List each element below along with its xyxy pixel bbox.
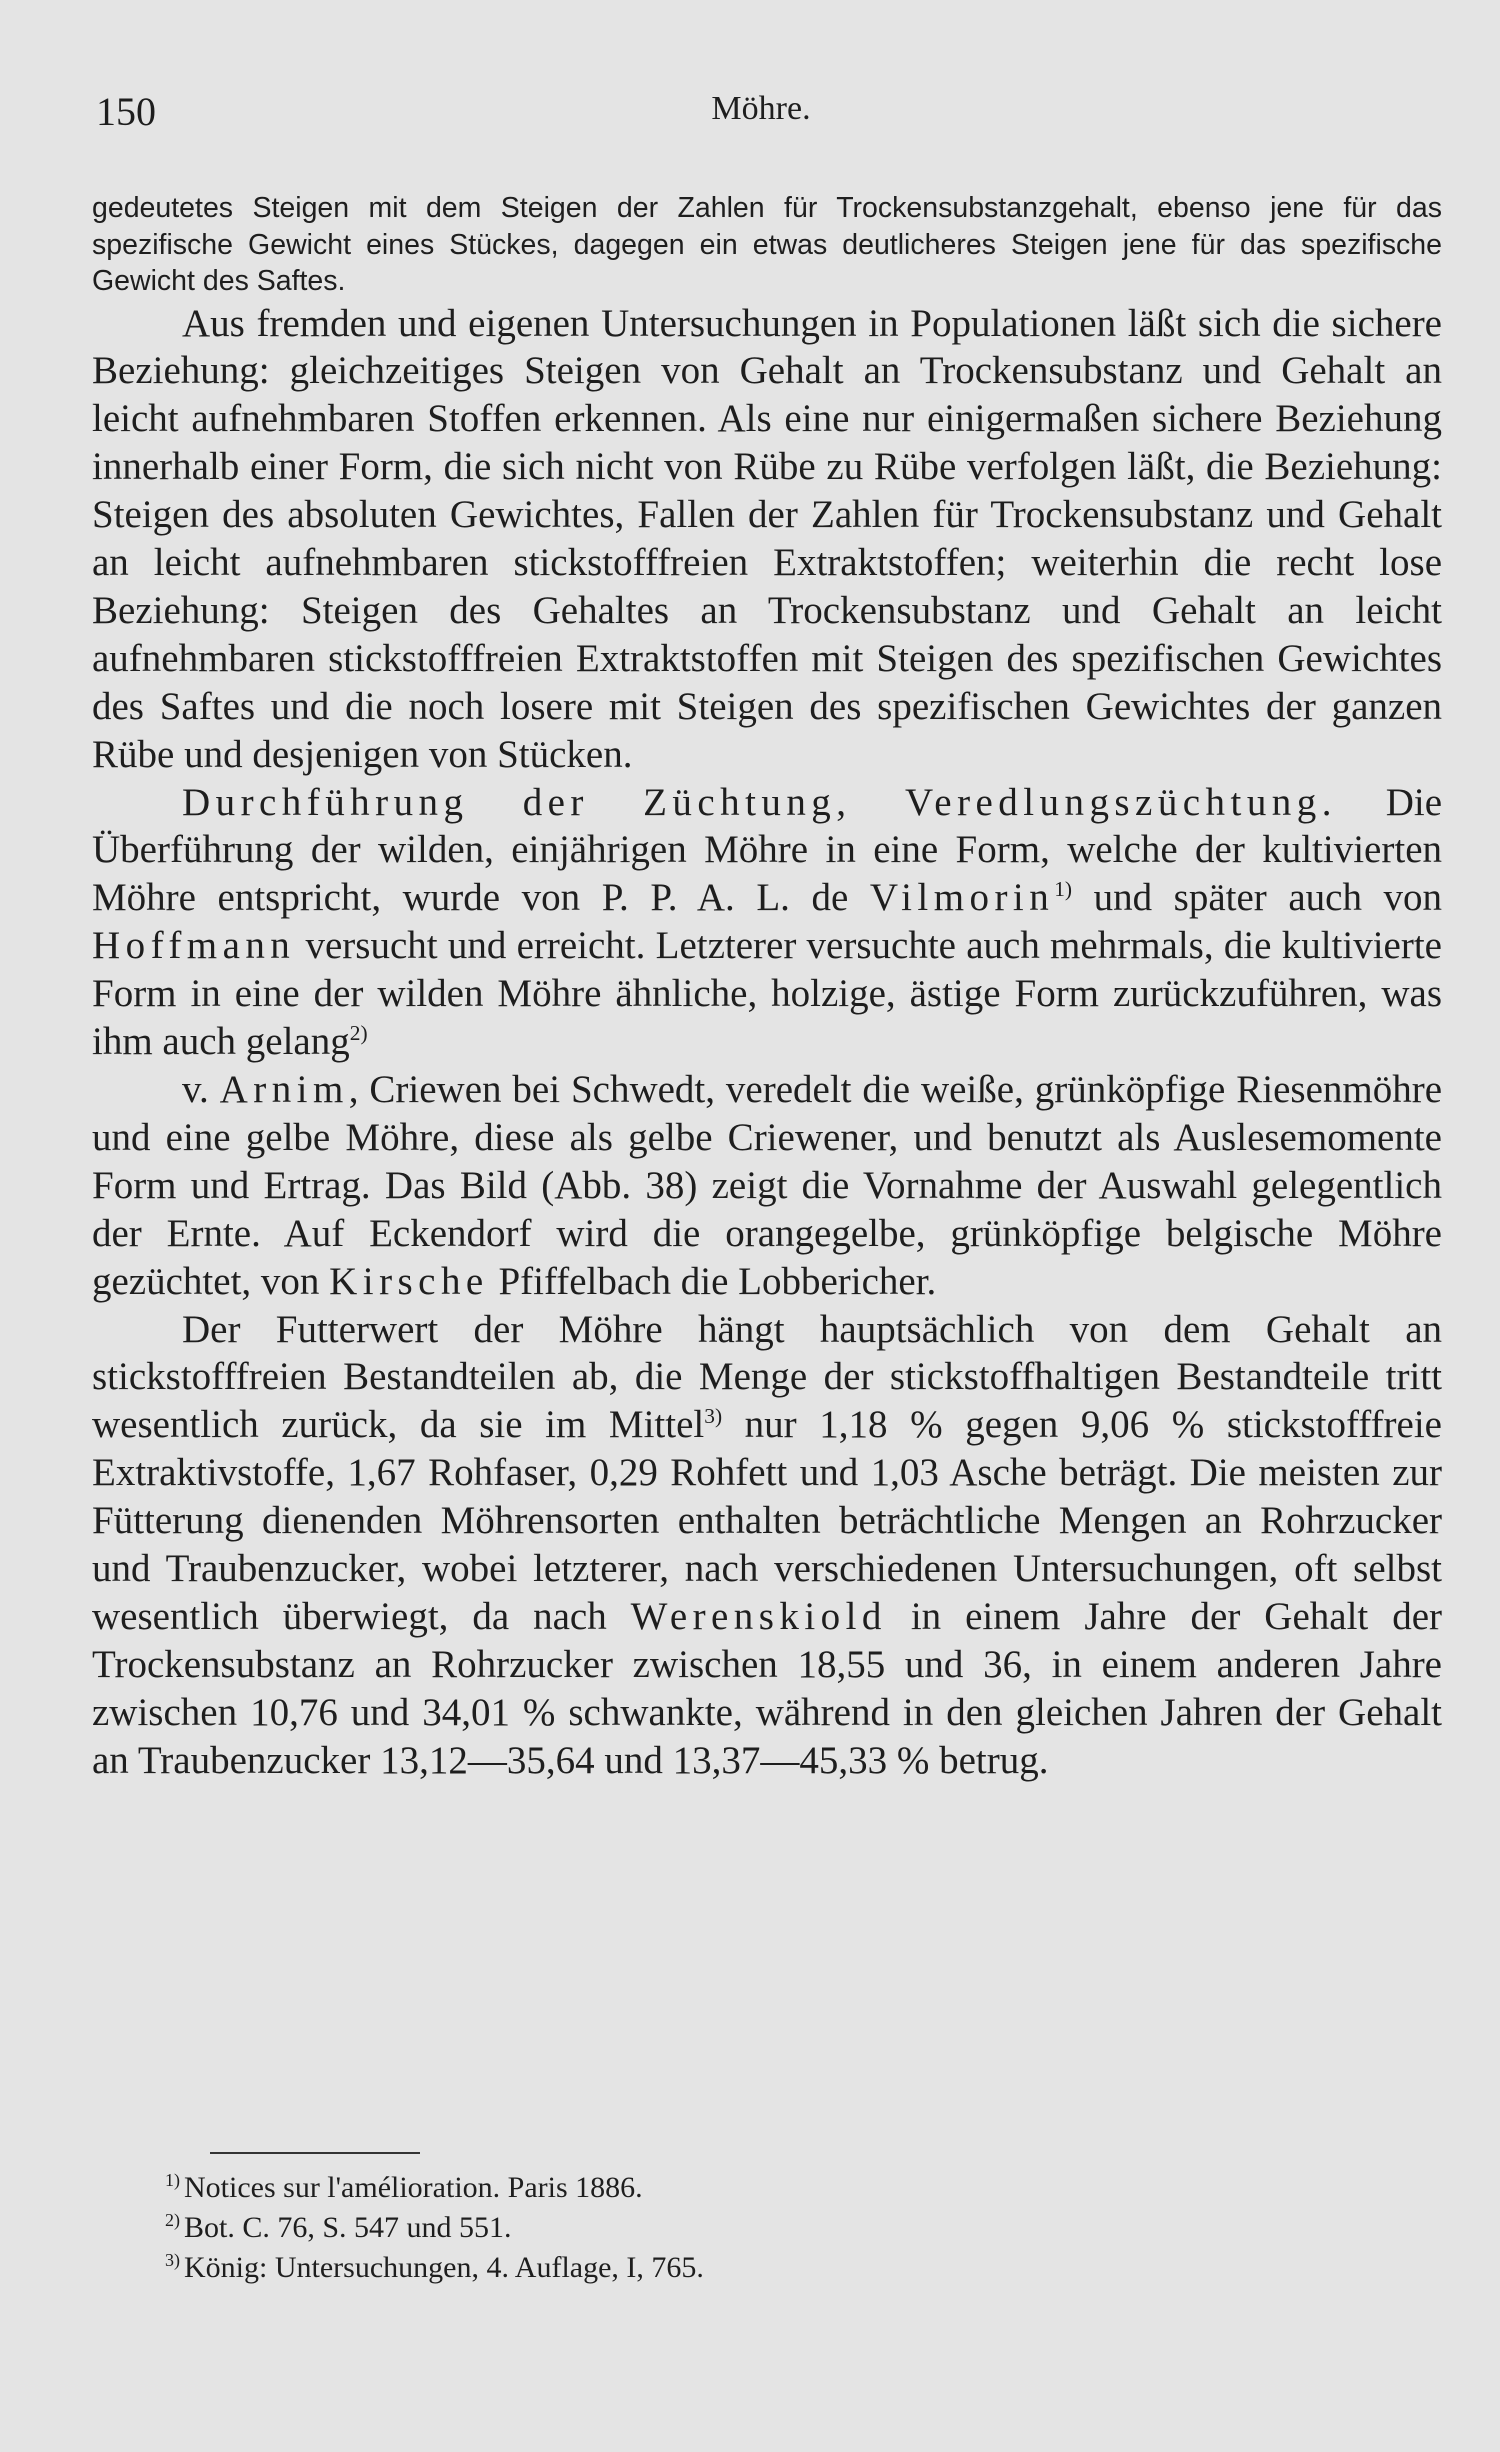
person-name: Werenskiold: [630, 1594, 887, 1638]
footnote: [165, 2168, 1065, 2208]
footnote: [165, 2248, 1065, 2288]
footnote-text: König: Untersuchungen, 4. Auflage, I, 765.: [184, 2251, 704, 2284]
paragraph-breeding: [92, 779, 1442, 1066]
footnote-divider: [210, 2152, 420, 2154]
footnote-mark: 3): [165, 2250, 180, 2270]
footnote-mark: 1): [165, 2170, 180, 2190]
running-head: Möhre.: [711, 90, 811, 127]
text-run: Die Überführung der wilden, einjährigen Möhre in eine Form, welche der kultivierten Möhre entspricht, wurde von P. P. A. L. de: [92, 780, 1443, 920]
footnote: [165, 2208, 1065, 2248]
person-name: Hoffmann: [92, 924, 296, 968]
text-run: und später auch von: [1072, 876, 1442, 920]
page-header: [96, 88, 1426, 138]
footnote-mark: 2): [165, 2210, 180, 2230]
paragraph-relationships: Aus fremden und eigenen Untersuchungen in Populationen läßt sich die sichere Beziehung: gleichzeitiges Steigen von Gehalt an Trockensubstanz und Gehalt an leicht aufnehmbaren Stoffen erkennen. Als eine nur einigermaßen sichere Beziehung innerhalb einer Form, die sich nicht von Rübe zu Rübe verfolgen läßt, die Beziehung: Steigen des absoluten Gewichtes, Fallen der Zahlen für Trockensubstanz und Gehalt an leicht aufnehmbaren stickstofffreien Extraktstoffen; weiterhin die recht lose Beziehung: Steigen des Gehaltes an Trockensubstanz und Gehalt an leicht aufnehmbaren stickstofffreien Extraktstoffen mit Steigen des spezifischen Gewichtes des Saftes und die noch losere mit Steigen des spezifischen Gewichtes der ganzen Rübe und desjenigen von Stücken.: [92, 301, 1442, 776]
text-run: versucht und erreicht. Letzterer versuchte auch mehrmals, die kultivierte Form in eine der wilden Möhre ähnliche, holzige, ästige Form zurückzuführen, was ihm auch gelang: [92, 924, 1442, 1064]
person-name: Arnim: [219, 1068, 349, 1111]
text-run: Der Futterwert der Möhre hängt hauptsächlich von dem Gehalt an stickstofffreien Bestandteilen ab, die Menge der stickstoffhaltigen Bestandteile tritt wesentlich zurück, da sie im Mittel: [92, 1307, 1442, 1447]
person-name: Kirsche: [329, 1259, 489, 1303]
text-run: , Criewen bei Schwedt, veredelt die weiße, grünköpfige Riesenmöhre und eine gelbe Möhre, diese als gelbe Criewener, und benutzt als Auslesemomente Form und Ertrag. Das Bild (Abb. 38) zeigt die Vornahme der Auswahl gelegentlich der Ernte. Auf Eckendorf wird die orangegelbe, grünköpfige belgische Möhre gezüchtet, von: [92, 1068, 1443, 1303]
body-text: [92, 190, 1442, 1785]
text-run: in einem Jahre der Gehalt der Trockensubstanz an Rohrzucker zwischen 18,55 und 36, in einem anderen Jahre zwischen 10,76 und 34,01 % schwankte, während in den gleichen Jahren der Gehalt an Traubenzucker 13,12—35,64 und 13,37—45,33 % betrug.: [92, 1594, 1442, 1782]
text-run: nur 1,18 % gegen 9,06 % stickstofffreie Extraktivstoffe, 1,67 Rohfaser, 0,29 Rohfett und 1,03 Asche beträgt. Die meisten zur Fütterung dienenden Möhrensorten enthalten beträchtliche Mengen an Rohrzucker und Traubenzucker, wobei letzterer, nach verschiedenen Untersuchungen, oft selbst wesentlich überwiegt, da nach: [92, 1403, 1442, 1638]
text-run: Pfiffelbach die Lobbericher.: [488, 1259, 937, 1303]
paragraph-arnim: [92, 1066, 1442, 1306]
section-heading: Durchführung der Züchtung, Veredlungszüchtung.: [182, 780, 1337, 824]
footnote-ref: 1): [1054, 877, 1073, 902]
paragraph-feed-value: [92, 1306, 1442, 1785]
footnote-ref: 2): [349, 1021, 368, 1046]
footnotes: [165, 2168, 1065, 2288]
person-name: Vilmorin: [869, 876, 1055, 920]
text-run: v.: [182, 1068, 220, 1111]
footnote-text: Bot. C. 76, S. 547 und 551.: [184, 2211, 512, 2244]
footnote-text: Notices sur l'amélioration. Paris 1886.: [184, 2171, 643, 2204]
page-number: 150: [96, 89, 156, 134]
footnote-ref: 3): [704, 1404, 723, 1429]
paragraph-continuation: gedeutetes Steigen mit dem Steigen der Zahlen für Trockensubstanzgehalt, ebenso jene für das spezifische Gewicht eines Stückes, dagegen ein etwas deutlicheres Steigen jene für das spezifische Gewicht des Saftes.: [92, 192, 1442, 297]
